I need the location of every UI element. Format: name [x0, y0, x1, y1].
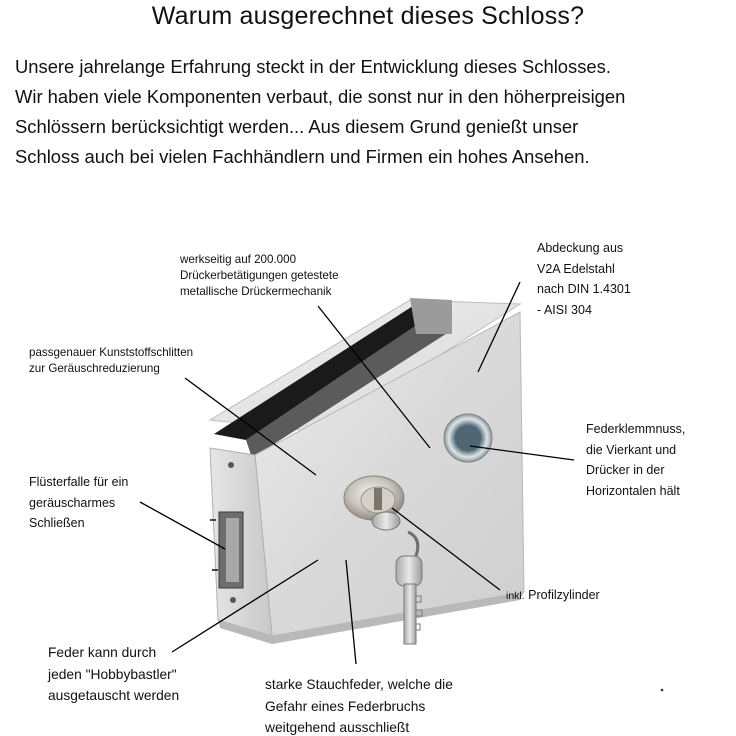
callout-zylinder: inkl. Profilzylinder [506, 588, 600, 602]
callout-schlitten: passgenauer Kunststoffschlitten zur Geräuschreduzierung [29, 346, 194, 375]
callout-klemmnuss: Federklemmnuss, die Vierkant und Drücker in der Horizontalen hält [586, 422, 686, 498]
callout-feder: Feder kann durch jeden "Hobbybastler" ausgetauscht werden [48, 645, 180, 703]
intro-line: Unsere jahrelange Erfahrung steckt in der Entwicklung dieses Schlosses. [15, 56, 611, 77]
callout-stauchfeder: starke Stauchfeder, welche die Gefahr eines Federbruchs weitgehend ausschließt [265, 677, 453, 735]
pointer-fluesterfalle [140, 502, 225, 549]
intro-line: Schlössern berücksichtigt werden... Aus diesem Grund genießt unser [15, 116, 579, 137]
callout-fluesterfalle: Flüsterfalle für ein geräuscharmes Schließen [29, 475, 129, 530]
callout-mechanik: werkseitig auf 200.000 Drückerbetätigungen getestete metallische Drückermechanik [180, 253, 339, 298]
callout-abdeckung: Abdeckung aus V2A Edelstahl nach DIN 1.4301 - AISI 304 [537, 241, 631, 317]
intro-line: Schloss auch bei vielen Fachhändlern und Firmen ein hohes Ansehen. [15, 146, 590, 167]
page-title: Warum ausgerechnet dieses Schloss? [151, 2, 585, 30]
intro-line: Wir haben viele Komponenten verbaut, die sonst nur in den höherpreisigen [15, 86, 626, 107]
